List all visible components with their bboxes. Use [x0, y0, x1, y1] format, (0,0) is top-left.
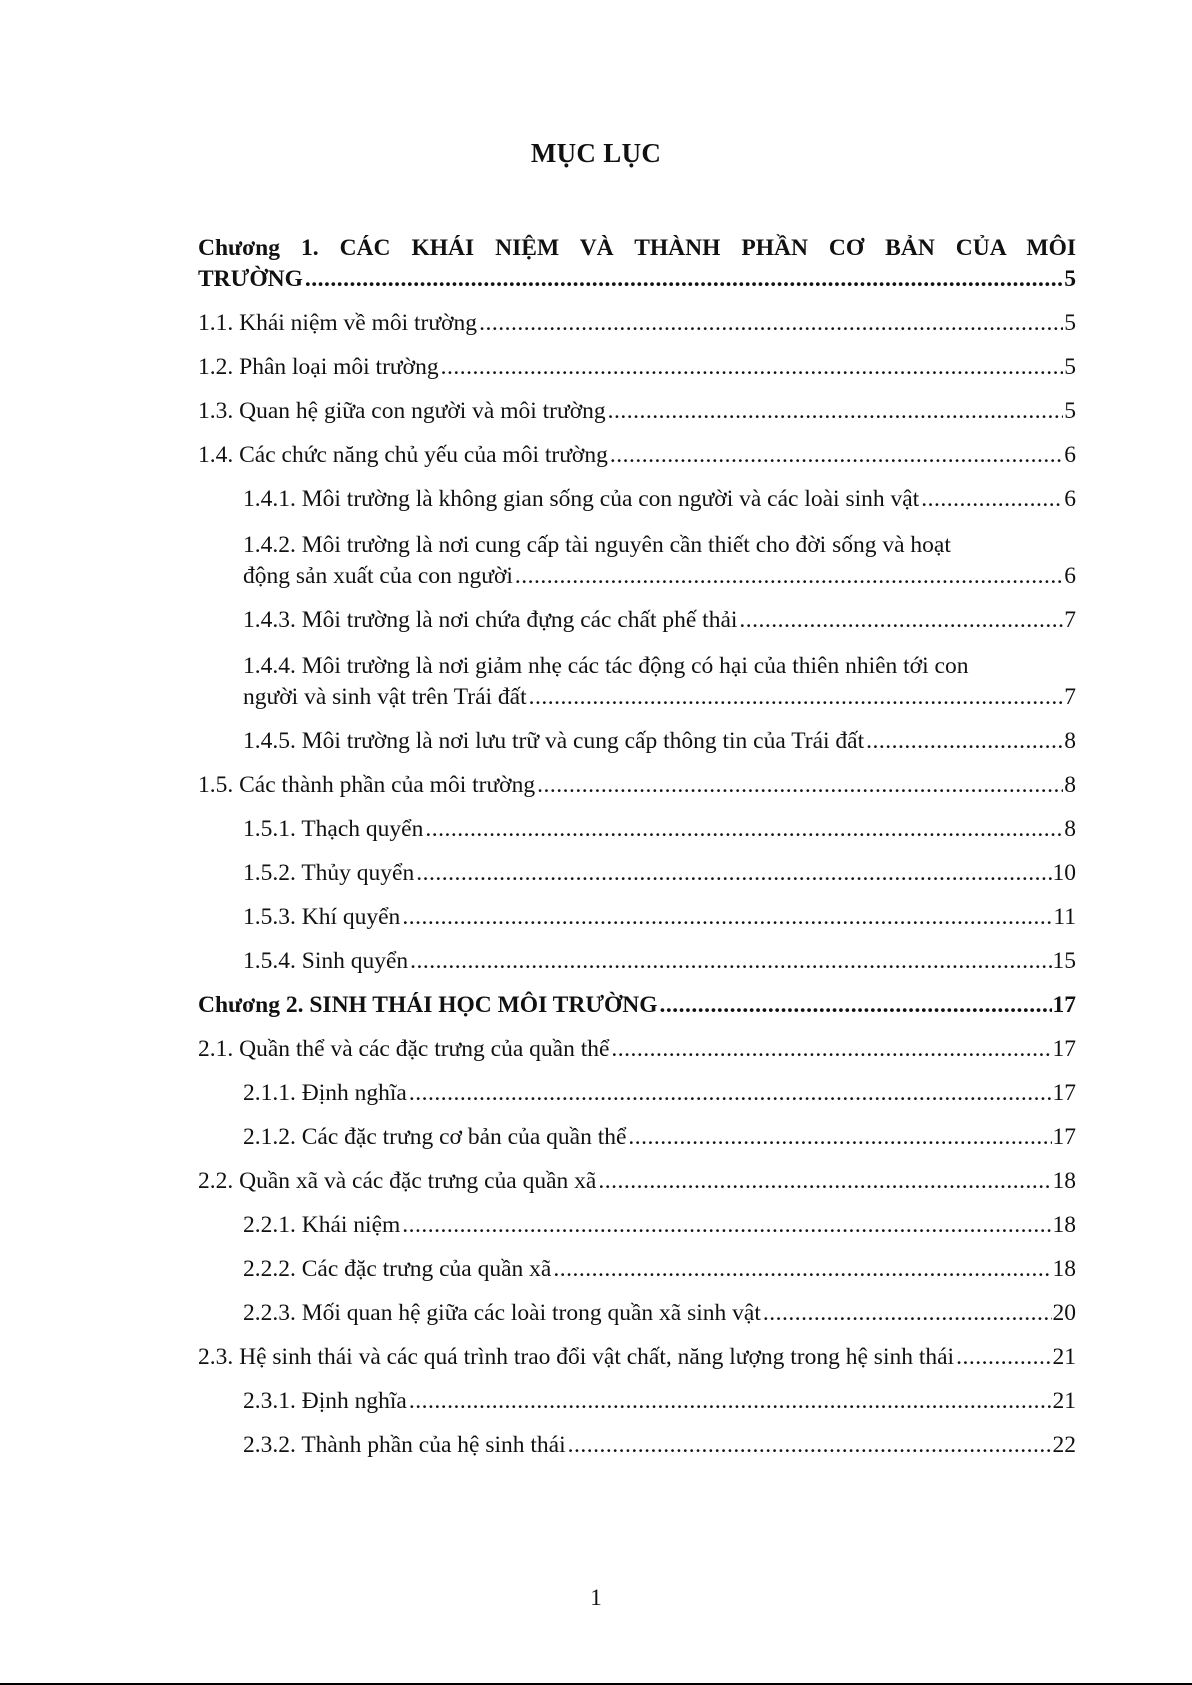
page-title: MỤC LỤC	[530, 138, 662, 168]
toc-page-number: 6	[1064, 442, 1076, 468]
table-of-contents	[198, 232, 1076, 1459]
dot-leader	[529, 683, 1064, 711]
toc-entry-line	[198, 309, 1076, 337]
toc-entry-label: 2.2.3. Mối quan hệ giữa các loài trong quần xã sinh vật	[243, 1300, 761, 1326]
toc-entry-line	[243, 1431, 1076, 1459]
toc-page-number: 8	[1064, 816, 1076, 842]
dot-leader	[568, 1431, 1052, 1459]
toc-entry-label: TRƯỜNG	[198, 266, 303, 292]
page-number: 1	[590, 1585, 602, 1610]
toc-entry-line	[198, 1167, 1076, 1195]
toc-chapter-entry	[198, 232, 1076, 293]
toc-subsection-entry	[198, 1079, 1076, 1107]
toc-entry-line	[243, 485, 1076, 513]
toc-entry-label: 1.4.5. Môi trường là nơi lưu trữ và cung cấp thông tin của Trái đất	[243, 728, 865, 754]
dot-leader	[479, 309, 1063, 337]
toc-page-number: 15	[1052, 948, 1076, 974]
toc-entry-label: 1.5.4. Sinh quyển	[243, 948, 409, 974]
toc-subsection-entry	[198, 947, 1076, 975]
toc-entry-line	[198, 397, 1076, 425]
toc-entry-line	[243, 683, 1076, 711]
dot-leader	[866, 727, 1063, 755]
dot-leader	[305, 265, 1063, 293]
toc-subsection-entry	[198, 903, 1076, 931]
toc-page-number: 17	[1052, 1124, 1076, 1150]
dot-leader	[425, 815, 1063, 843]
toc-entry-label: 1.1. Khái niệm về môi trường	[198, 310, 478, 336]
toc-entry-line	[198, 265, 1076, 293]
toc-entry-line	[243, 1387, 1076, 1415]
toc-section-entry	[198, 1343, 1076, 1371]
toc-entry-label: 2.2. Quần xã và các đặc trưng của quần xã	[198, 1168, 597, 1194]
dot-leader	[763, 1299, 1052, 1327]
toc-subsection-entry	[198, 1387, 1076, 1415]
toc-entry-label: 2.3. Hệ sinh thái và các quá trình trao đổi vật chất, năng lượng trong hệ sinh thái	[198, 1344, 955, 1370]
toc-section-entry	[198, 397, 1076, 425]
toc-page-number: 18	[1052, 1168, 1076, 1194]
toc-subsection-entry	[198, 859, 1076, 887]
toc-entry-label: 1.5.2. Thủy quyển	[243, 860, 415, 886]
dot-leader	[553, 1255, 1051, 1283]
dot-leader	[409, 1079, 1052, 1107]
dot-leader	[608, 397, 1064, 425]
toc-entry-label: 1.2. Phân loại môi trường	[198, 354, 439, 380]
toc-entry-line	[198, 441, 1076, 469]
toc-subsection-entry	[198, 529, 1076, 590]
toc-subsection-entry	[198, 650, 1076, 711]
toc-entry-label: 1.5.1. Thạch quyển	[243, 816, 424, 842]
toc-entry-line	[243, 1255, 1076, 1283]
toc-entry-line	[198, 991, 1076, 1019]
toc-subsection-entry	[198, 606, 1076, 634]
toc-page-number: 17	[1052, 1036, 1076, 1062]
dot-leader	[515, 562, 1063, 590]
toc-page-number: 7	[1064, 607, 1076, 633]
dot-leader	[611, 1035, 1051, 1063]
dot-leader	[410, 947, 1051, 975]
toc-entry-line	[243, 606, 1076, 634]
toc-entry-line	[243, 947, 1076, 975]
dot-leader	[660, 991, 1052, 1019]
toc-page-number: 21	[1052, 1388, 1076, 1414]
toc-entry-label: động sản xuất của con người	[243, 563, 513, 589]
toc-entry-label: 1.4.1. Môi trường là không gian sống của con người và các loài sinh vật	[243, 486, 920, 512]
toc-entry-line	[243, 562, 1076, 590]
toc-entry-line	[243, 1079, 1076, 1107]
toc-entry-label: 2.1. Quần thể và các đặc trưng của quần thể	[198, 1036, 610, 1062]
dot-leader	[921, 485, 1063, 513]
toc-page-number: 6	[1064, 486, 1076, 512]
dot-leader	[441, 353, 1064, 381]
dot-leader	[402, 1211, 1051, 1239]
toc-page-number: 5	[1064, 398, 1076, 424]
toc-entry-line	[198, 1343, 1076, 1371]
toc-entry-label: Chương 2. SINH THÁI HỌC MÔI TRƯỜNG	[198, 992, 658, 1018]
toc-section-entry	[198, 1167, 1076, 1195]
dot-leader	[409, 1387, 1052, 1415]
toc-entry-label: 2.2.2. Các đặc trưng của quần xã	[243, 1256, 552, 1282]
toc-page-number: 17	[1052, 1080, 1076, 1106]
toc-entry-line	[243, 1123, 1076, 1151]
toc-entry-line	[243, 815, 1076, 843]
toc-entry-line	[243, 1299, 1076, 1327]
toc-entry-line	[243, 859, 1076, 887]
toc-entry-label: 2.1.1. Định nghĩa	[243, 1080, 407, 1106]
toc-subsection-entry	[198, 1431, 1076, 1459]
toc-page-number: 8	[1064, 728, 1076, 754]
toc-entry-line	[198, 771, 1076, 799]
toc-subsection-entry	[198, 1123, 1076, 1151]
toc-section-entry	[198, 353, 1076, 381]
toc-page-number: 7	[1064, 684, 1076, 710]
toc-page-number: 5	[1064, 310, 1076, 336]
toc-page-number: 5	[1064, 354, 1076, 380]
toc-subsection-entry	[198, 1255, 1076, 1283]
toc-entry-label: 2.1.2. Các đặc trưng cơ bản của quần thể	[243, 1124, 627, 1150]
toc-entry-label: 1.5.3. Khí quyển	[243, 904, 401, 930]
toc-page-number: 18	[1052, 1256, 1076, 1282]
toc-page-number: 11	[1053, 904, 1076, 930]
toc-entry-label: người và sinh vật trên Trái đất	[243, 684, 527, 710]
toc-subsection-entry	[198, 1211, 1076, 1239]
toc-entry-line	[243, 727, 1076, 755]
toc-page-number: 17	[1052, 992, 1076, 1018]
toc-page-number: 5	[1064, 266, 1076, 292]
dot-leader	[956, 1343, 1051, 1371]
toc-section-entry	[198, 1035, 1076, 1063]
toc-section-entry	[198, 309, 1076, 337]
toc-page-number: 10	[1052, 860, 1076, 886]
toc-entry-label: 1.5. Các thành phần của môi trường	[198, 772, 536, 798]
toc-page-number: 20	[1052, 1300, 1076, 1326]
toc-subsection-entry	[198, 485, 1076, 513]
toc-entry-label: 1.4.3. Môi trường là nơi chứa đựng các chất phế thải	[243, 607, 738, 633]
dot-leader	[402, 903, 1052, 931]
toc-page-number: 22	[1052, 1432, 1076, 1458]
toc-page-number: 8	[1064, 772, 1076, 798]
toc-entry-label: 1.3. Quan hệ giữa con người và môi trường	[198, 398, 606, 424]
toc-entry-label: 2.2.1. Khái niệm	[243, 1212, 401, 1238]
dot-leader	[739, 606, 1063, 634]
toc-subsection-entry	[198, 727, 1076, 755]
toc-entry-line	[198, 1035, 1076, 1063]
toc-entry-line	[243, 903, 1076, 931]
toc-page-number: 21	[1052, 1344, 1076, 1370]
dot-leader	[598, 1167, 1051, 1195]
toc-entry-line	[243, 1211, 1076, 1239]
toc-chapter-entry	[198, 991, 1076, 1019]
toc-page-number: 6	[1064, 563, 1076, 589]
toc-subsection-entry	[198, 1299, 1076, 1327]
toc-entry-first-line: Chương 1. CÁC KHÁI NIỆM VÀ THÀNH PHẦN CƠ BẢN CỦA MÔI	[198, 235, 1076, 261]
toc-entry-label: 2.3.2. Thành phần của hệ sinh thái	[243, 1432, 566, 1458]
dot-leader	[416, 859, 1051, 887]
toc-page-number: 18	[1052, 1212, 1076, 1238]
toc-section-entry	[198, 441, 1076, 469]
toc-section-entry	[198, 771, 1076, 799]
dot-leader	[537, 771, 1063, 799]
dot-leader	[610, 441, 1063, 469]
toc-entry-first-line: 1.4.2. Môi trường là nơi cung cấp tài nguyên cần thiết cho đời sống và hoạt	[243, 532, 951, 558]
toc-entry-line	[198, 353, 1076, 381]
dot-leader	[628, 1123, 1051, 1151]
toc-entry-first-line: 1.4.4. Môi trường là nơi giảm nhẹ các tác động có hại của thiên nhiên tới con	[243, 653, 969, 679]
toc-subsection-entry	[198, 815, 1076, 843]
toc-entry-label: 2.3.1. Định nghĩa	[243, 1388, 407, 1414]
toc-entry-label: 1.4. Các chức năng chủ yếu của môi trường	[198, 442, 608, 468]
